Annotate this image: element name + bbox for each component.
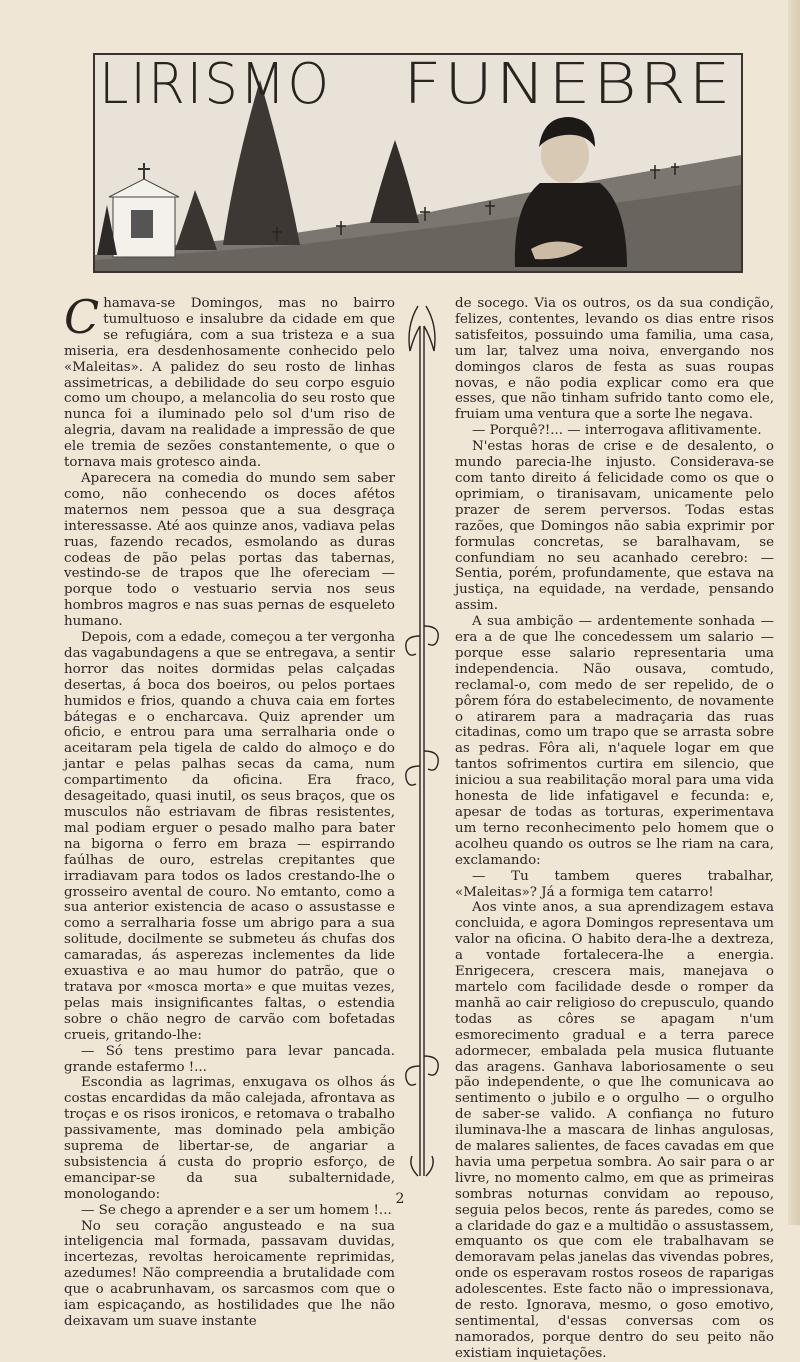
- paragraph-6: — Se chego a aprender e a ser um homem !...: [81, 1202, 392, 1218]
- paragraph-1: Chamava-se Domingos, mas no bairro tumultuoso e insalubre da cidade em que se refugiára, com a sua tristeza e a sua miseria, era desdenhosamente conhecido pelo «Maleitas». A palidez do seu rosto de linhas assimetricas, a debilidade do seu corpo esguio como um choupo, a melancolia do seu rosto que nunca foi a iluminado pelo sol d'um riso de alegria, davam na realidade a impressão de que ele tremia de sezões constantemente, o que o tornava mais grotesco ainda.: [64, 290, 395, 471]
- ornamental-divider: [398, 296, 446, 1186]
- page-number: 2: [395, 1191, 405, 1207]
- page-edge: [788, 0, 800, 1225]
- dropcap: C: [64, 290, 100, 344]
- paragraph-5: Escondia as lagrimas, enxugava os olhos ás costas encardidas da mão calejada, afrontava as troças e os risos ironicos, e retomava o trabalho passivamente, mas dominado pela ambição suprema de libertar-se, de angariar a subsistencia á custa do proprio esforço, de emancipar-se da sua subalternidade, monologando:: [64, 1075, 395, 1202]
- paragraph-12: — Tu tambem queres trabalhar, «Maleitas»? Já a formiga tem catarro!: [455, 868, 774, 900]
- paragraph-3: Depois, com a edade, começou a ter vergonha das vagabundagens a que se entregava, a sentir horror das noites dormidas pelas calçadas desertas, á boca dos boeiros, ou pelos portaes humidos e frios, quando a chuva caia em fortes bátegas e o encharcava. Quiz aprender um oficio, e entrou para uma serralharia onde o aceitaram pela tigela de caldo do almoço e do jantar e pelas palhas secas da cama, num compartimento da oficina. Era fraco, desageitado, quasi inutil, os seus braços, que os musculos não estriavam de fibras resistentes, mal podiam erguer o pesado malho para bater na bigorna o ferro em braza — espirrando faúlhas de ouro, estrelas crepitantes que irradiavam para todos os lados crestando-lhe o grosseiro avental de couro. No emtanto, como a sua anterior existencia de acaso o assustasse e como a serralharia fosse um abrigo para a sua solitude, docilmente se submeteu ás chufas dos camaradas, ás asperezas inclementes da lide exuastiva e ao mau humor do patrão, que o tratava por «mosca morta» e que muitas vezes, pelas mais insignificantes faltas, o estendia sobre o chão negro de carvão com bofetadas crueis, gritando-lhe:: [64, 630, 395, 1043]
- paragraph-2: Aparecera na comedia do mundo sem saber como, não conhecendo os doces afétos maternos nem pessoa que a sua desgraça interessasse. Até aos quinze anos, vadiava pelas ruas, fazendo recados, esmolando as duras codeas de pão pelas portas das tabernas, vestindo-se de trapos que lhe ofereciam — porque todo o vestuario servia nos seus hombros magros e nas suas pernas de esqueleto humano.: [64, 470, 395, 630]
- paragraph-9: — Porquê?!... — interrogava aflitivamente.: [472, 423, 762, 439]
- paragraph-7: No seu coração angusteado e na sua inteligencia mal formada, passavam duvidas, incertezas, revoltas heroicamente reprimidas, azedumes! Não compreendia a brutalidade com que o acabrunhavam, os sarcasmos com que o iam espicaçando, as hostilidades que lhe não deixavam um suave instante: [64, 1218, 395, 1329]
- paragraph-4: — Só tens prestimo para levar pancada. grande estafermo !...: [64, 1043, 395, 1075]
- paragraph-10: N'estas horas de crise e de desalento, o mundo parecia-lhe injusto. Considerava-se com tanto direito á felicidade como os que o oprimiam, o tiranisavam, unicamente pelo prazer de serem perversos. Todas estas razões, que Domingos não sabia exprimir por formulas concretas, se baralhavam, se confundiam no seu acanhado cerebro: — Sentia, porém, profundamente, que estava na justiça, na equidade, na verdade, pensando assim.: [455, 439, 774, 614]
- paragraph-13: Aos vinte anos, a sua aprendizagem estava concluida, e agora Domingos representava um valor na oficina. O habito dera-lhe a dextreza, a vontade fortalecera-lhe a energia. Enrigecera, crescera mais, manejava o martelo com facilidade desde o romper da manhã ao cair religioso do crepusculo, quando todas as côres se apagam n'um esmorecimento gradual e a terra parece adormecer, embalada pela musica flutuante das aragens. Ganhava laboriosamente o seu pão independente, o que lhe comunicava ao sentimento o jubilo e o orgulho — o orgulho de saber-se valido. A confiança no futuro iluminava-lhe a mascara de linhas angulosas, de malares salientes, de faces cavadas em que havia uma perpetua sombra. Ao sair para o ar livre, no momento calmo, em que as primeiras sombras noturnas convidam ao repouso, seguia pelos becos, rente ás paredes, como se a claridade do gaz e a multidão o assustassem, emquanto os que com ele trabalhavam se demoravam pelas janelas das vivendas pobres, onde os esperavam rostos roseos de raparigas adolescentes. Este facto não o impressionava, de resto. Ignorava, mesmo, o goso emotivo, sentimental, d'essas conversas com os namorados, porque dentro do seu peito não existiam inquietações.: [455, 900, 774, 1361]
- paragraph-11: A sua ambição — ardentemente sonhada — era a de que lhe concedessem um salario — porque esse salario representaria uma independencia. Não ousava, comtudo, reclamal-o, com medo de ser repelido, de o pôrem fóra do estabelecimento, de novamente o atirarem para a madraçaria das ruas citadinas, como um trapo que se arrasta sobre as pedras. Fôra ali, n'aquele logar em que tantos sofrimentos curtira em silencio, que iniciou a sua reabilitação moral para uma vida honesta de lide infatigavel e fecunda: e, apesar de todas as torturas, experimentava um terno reconhecimento pelo homem que o acolheu quando os outros se lhe riam na cara, exclamando:: [455, 614, 774, 868]
- title-funebre: FUNEBRE: [403, 55, 733, 117]
- title-lirismo: LIRISMO: [99, 55, 331, 117]
- header-illustration: [93, 53, 743, 273]
- paragraph-8: de socego. Via os outros, os da sua condição, felizes, contentes, levando os dias entre risos satisfeitos, possuindo uma familia, uma casa, um lar, talvez uma noiva, envergando nos domingos claros de festa as suas roupas novas, e não podia explicar como era que esses, que não tinham sufrido tanto como ele, fruiam uma ventura que a sorte lhe negava.: [455, 296, 774, 423]
- left-column: [64, 290, 395, 1330]
